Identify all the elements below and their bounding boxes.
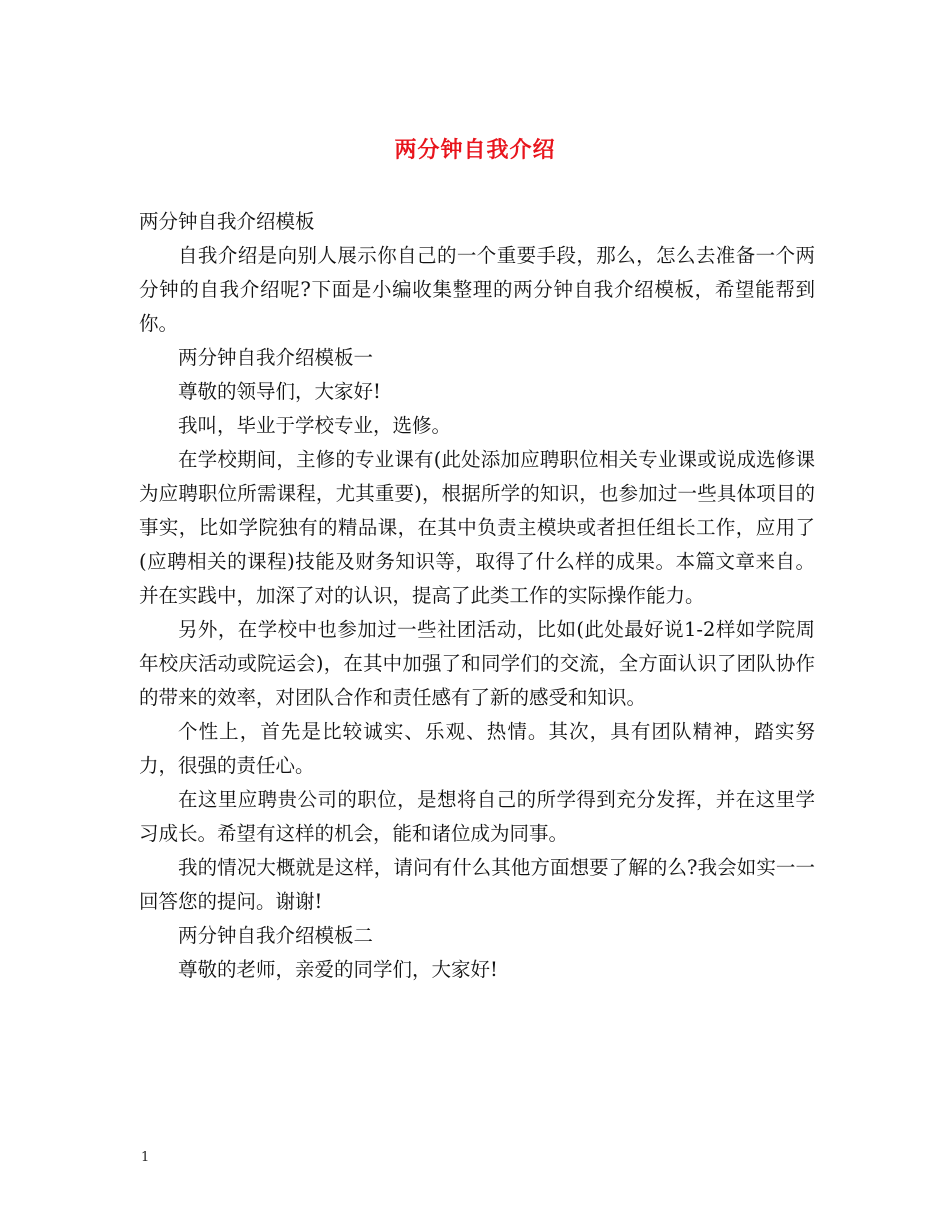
section-heading-template-1: 两分钟自我介绍模板一 <box>178 346 374 369</box>
paragraph-closing: 我的情况大概就是这样，请问有什么其他方面想要了解的么?我会如实一一回答您的提问。谢谢! <box>139 856 815 913</box>
paragraph-courses: 在学校期间，主修的专业课有(此处添加应聘职位相关专业课或说成选修课为应聘职位所需课程，尤其重要)，根据所学的知识，也参加过一些具体项目的事实，比如学院独有的精品课，在其中负责主模块或者担任组长工作，应用了(应聘相关的课程)技能及财务知识等，取得了什么样的成果。本篇文章来自。并在实践中，加深了对的认识，提高了此类工作的实际操作能力。 <box>139 448 815 607</box>
page-number: 1 <box>141 1150 150 1165</box>
paragraph-greeting-2: 尊敬的老师，亲爱的同学们，大家好! <box>178 958 498 981</box>
paragraph-personality: 个性上，首先是比较诚实、乐观、热情。其次，具有团队精神，踏实努力，很强的责任心。 <box>139 720 815 777</box>
document-body <box>139 205 815 987</box>
paragraph-intro: 自我介绍是向别人展示你自己的一个重要手段，那么，怎么去准备一个两分钟的自我介绍呢?下面是小编收集整理的两分钟自我介绍模板，希望能帮到你。 <box>139 244 815 335</box>
section-heading-template-2: 两分钟自我介绍模板二 <box>178 924 374 947</box>
paragraph-name: 我叫，毕业于学校专业，选修。 <box>178 414 452 437</box>
paragraph-activities: 另外，在学校中也参加过一些社团活动，比如(此处最好说1-2样如学院周年校庆活动或院运会)，在其中加强了和同学们的交流，全方面认识了团队协作的带来的效率，对团队合作和责任感有了新的感受和知识。 <box>139 618 815 709</box>
paragraph-greeting-1: 尊敬的领导们，大家好! <box>178 380 381 403</box>
document-title: 两分钟自我介绍 <box>394 137 556 163</box>
document-heading: 两分钟自我介绍模板 <box>139 210 315 233</box>
paragraph-application: 在这里应聘贵公司的职位，是想将自己的所学得到充分发挥，并在这里学习成长。希望有这样的机会，能和诸位成为同事。 <box>139 788 815 845</box>
